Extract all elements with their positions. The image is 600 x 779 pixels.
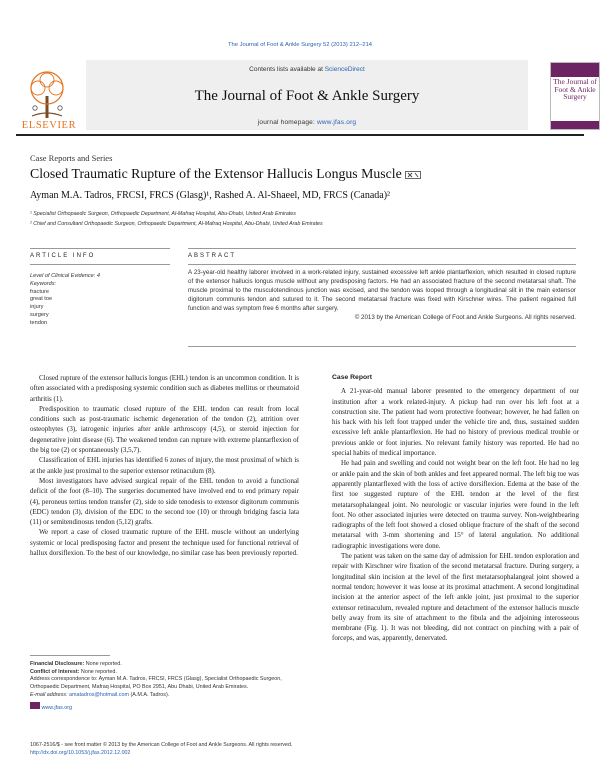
paragraph: He had pain and swelling and could not weight bear on the left foot. He had no leg or ankle pain and the skin of both ankles and feet appeared normal. The left big toe was apparently plantarflexed with the loss of active dorsiflexion. Edema at the base of the first toe suggested rupture of the EHL tendon at the level of the first metatarsophalangeal joint. No neurologic or vascular injuries were found in the left foot. No other associated injuries were detected on trauma survey. Non-weightbearing radiographs of the left foot showed a closed oblique fracture of the shaft of the second metatarsal with 3-mm shortening and 15° of lateral angulation. No additional radiographic investigations were done. [332,459,579,550]
abstract-rule-top [188,248,576,249]
article-title-text: Closed Traumatic Rupture of the Extensor Hallucis Longus Muscle [30,166,402,181]
journal-banner [86,60,528,130]
paragraph: A 21-year-old manual laborer presented to the emergency department of our institution after a work related-injury. A pickup had run over his left foot at a construction site. The patient had worn protective footwear; however, he had fallen on his back with his left foot trapped under the vehicle tire and, thus, sustained sudden excessive left ankle plantarflexion. He had no history of previous medical trouble or previous ankle or foot injuries. No relevant family history was reported. He had no special habits of medical importance. [332,387,579,458]
journal-reference[interactable]: The Journal of Foot & Ankle Surgery 52 (2013) 212–214 [227,42,373,48]
contents-prefix: Contents lists available at [249,66,323,73]
contents-line [86,66,528,73]
keyword: tendon [30,319,48,326]
crossmark-icon[interactable] [405,171,421,179]
doi-link[interactable]: http://dx.doi.org/10.1053/j.jfas.2012.12.002 [30,749,131,756]
keyword: great toe [30,296,53,303]
paragraph: Most investigators have advised surgical repair of the EHL tendon to avoid a functional deficit of the foot (8–10). The surgeries documented have involved end to end primary repair (4), peroneus tertius tendon transfer (2), side to side tenodesis to extensor digitorum communis (EDC) tendon (3), division of the EDC to the second toe (10) or through bridging fascia lata (11) or semitendinosus tendon (5,12) grafts. [30,476,299,527]
abstract-text: A 23-year-old healthy laborer involved in a work-related injury, sustained excessive left ankle plantarflexion, which resulted in closed rupture of the extensor hallucis longus muscle without any predisposing factors. He had an associated fracture of the second metatarsal shaft. The muscle proximal to the musculotendinous junction was excised, and the tendon was looped through a longitudinal slit in the main extensor digitorum communis tendon and sutured to it. The second metatarsal fracture was fixed with Kirschner wires. The patient regained full function and was symptom free 6 months after surgery. [188,269,576,312]
evidence-level: Level of Clinical Evidence: 4 [30,273,100,279]
abstract-rule-end [188,346,576,347]
case-report-heading: Case Report [332,374,373,381]
footnote-rule [30,655,110,656]
journal-homepage [86,119,528,126]
sciencedirect-link[interactable]: ScienceDirect [324,66,365,73]
abstract-rule-bottom [188,264,576,265]
article-info [30,273,100,328]
body-right-column [332,373,579,644]
article-info-heading: ARTICLE INFO [30,253,96,259]
article-info-rule-bottom [30,264,170,265]
paragraph: We report a case of closed traumatic rupture of the EHL muscle without an underlying systemic or local predisposing factor and present the technique used for functional retrieval of hallux dorsiflexion. To the best of our knowledge, no similar case has been previously reported. [30,528,299,558]
paragraph: Classification of EHL injuries has identified 6 zones of injury, the most proximal of which is at the ankle just proximal to the superior extensor retinaculum (8). [30,456,299,475]
email-label: E-mail address: [30,691,68,698]
body-left-column [30,373,299,558]
footnotes [30,661,299,712]
cover-banner [551,63,599,77]
jfas-logo-icon [30,702,40,709]
conflict-value: None reported. [80,668,117,675]
issn-line: 1067-2516/$ - see front matter © 2013 by the American College of Foot and Ankle Surgeons. All rights reserved. [30,742,293,748]
page-footer [30,742,292,757]
journal-cover [550,62,600,130]
paragraph: Predisposition to traumatic closed rupture of the EHL tendon can result from local conditions such as post-traumatic ischemic degeneration of the tendon (2), attrition over osteophytes (3), iatrogenic injuries after ankle arthroscopy (4,5), or steroid injection for degenerative joint disease (6). The weakened tendon can rupture with extreme plantarflexion of the big toe (2) or spontaneously (3,5,7). [30,404,299,455]
elsevier-tree-logo [16,64,78,128]
cover-stripe [551,121,599,129]
abstract-body [188,269,576,322]
keywords-label: Keywords: [30,280,57,287]
homepage-prefix: journal homepage: [257,119,315,126]
journal-header [16,60,600,130]
conflict-label: Conflict of Interest: [30,668,80,675]
section-type: Case Reports and Series [30,153,113,163]
article-info-rule-top [30,248,170,249]
financial-label: Financial Disclosure: [30,661,85,667]
keyword: fracture [30,288,49,295]
abstract-copyright: © 2013 by the American College of Foot and Ankle Surgeons. All rights reserved. [354,313,576,321]
financial-value: None reported. [85,661,122,667]
homepage-link[interactable]: www.jfas.org [317,119,357,126]
email-suffix: (A.M.A. Tadros). [130,691,170,698]
jfas-link[interactable]: www.jfas.org [41,704,73,711]
keyword: injury [30,304,44,311]
journal-name: The Journal of Foot & Ankle Surgery [194,88,420,104]
paragraph: Closed rupture of the extensor hallucis longus (EHL) tendon is an uncommon condition. It is often associated with a predisposing systemic condition such as diabetes mellitus or rheumatoid arthritis (1). [30,374,299,403]
affiliation-1: ¹ Specialist Orthopaedic Surgeon, Orthopaedic Department, Al-Mafraq Hospital, Abu-Dhabi, United Arab Emirates [30,211,296,217]
paragraph: The patient was taken on the same day of admission for EHL tendon exploration and repair with Kirschner wire fixation of the second metatarsal fracture. During surgery, a longitudinal skin incision at the level of the first metatarsophalangeal joint showed a normal tendon; however it was loose at its proximal attachment. A second longitudinal incision at the anterior aspect of the left ankle joint, just proximal to the superior extensor retinaculum, revealed rupture and detachment of the extensor hallucis muscle belly away from its site of attachment to the fibula and the adjoining interosseous membrane (Fig. 1). It was not bleeding, did not contract on pinching with a pair of forceps, and was, apparently, denervated. [332,552,579,643]
author-list: Ayman M.A. Tadros, FRCSI, FRCS (Glasg)¹, Rashed A. Al-Shaeel, MD, FRCS (Canada)² [30,190,391,201]
article-title [30,166,421,182]
cover-title: The Journal of Foot & Ankle Surgery [553,77,597,101]
keyword: surgery [30,311,49,318]
header-divider [16,134,584,136]
email-link[interactable]: amatadros@hotmail.com [68,691,129,698]
affiliation-2: ² Chief and Consultant Orthopaedic Surgeon, Orthopaedic Department, Al-Mafraq Hospital, Abu-Dhabi, United Arab Emirates [30,221,323,227]
abstract-heading: ABSTRACT [188,253,237,259]
correspondence: Address correspondence to: Ayman M.A. Tadros, FRCSI, FRCS (Glasg), Specialist Orthopaedic Surgeon, Orthopaedic Department, Mafraq Hospital, PO Box 2951, Abu Dhabi, United Arab Emirates. [30,676,282,691]
publisher-name: ELSEVIER [21,120,77,131]
